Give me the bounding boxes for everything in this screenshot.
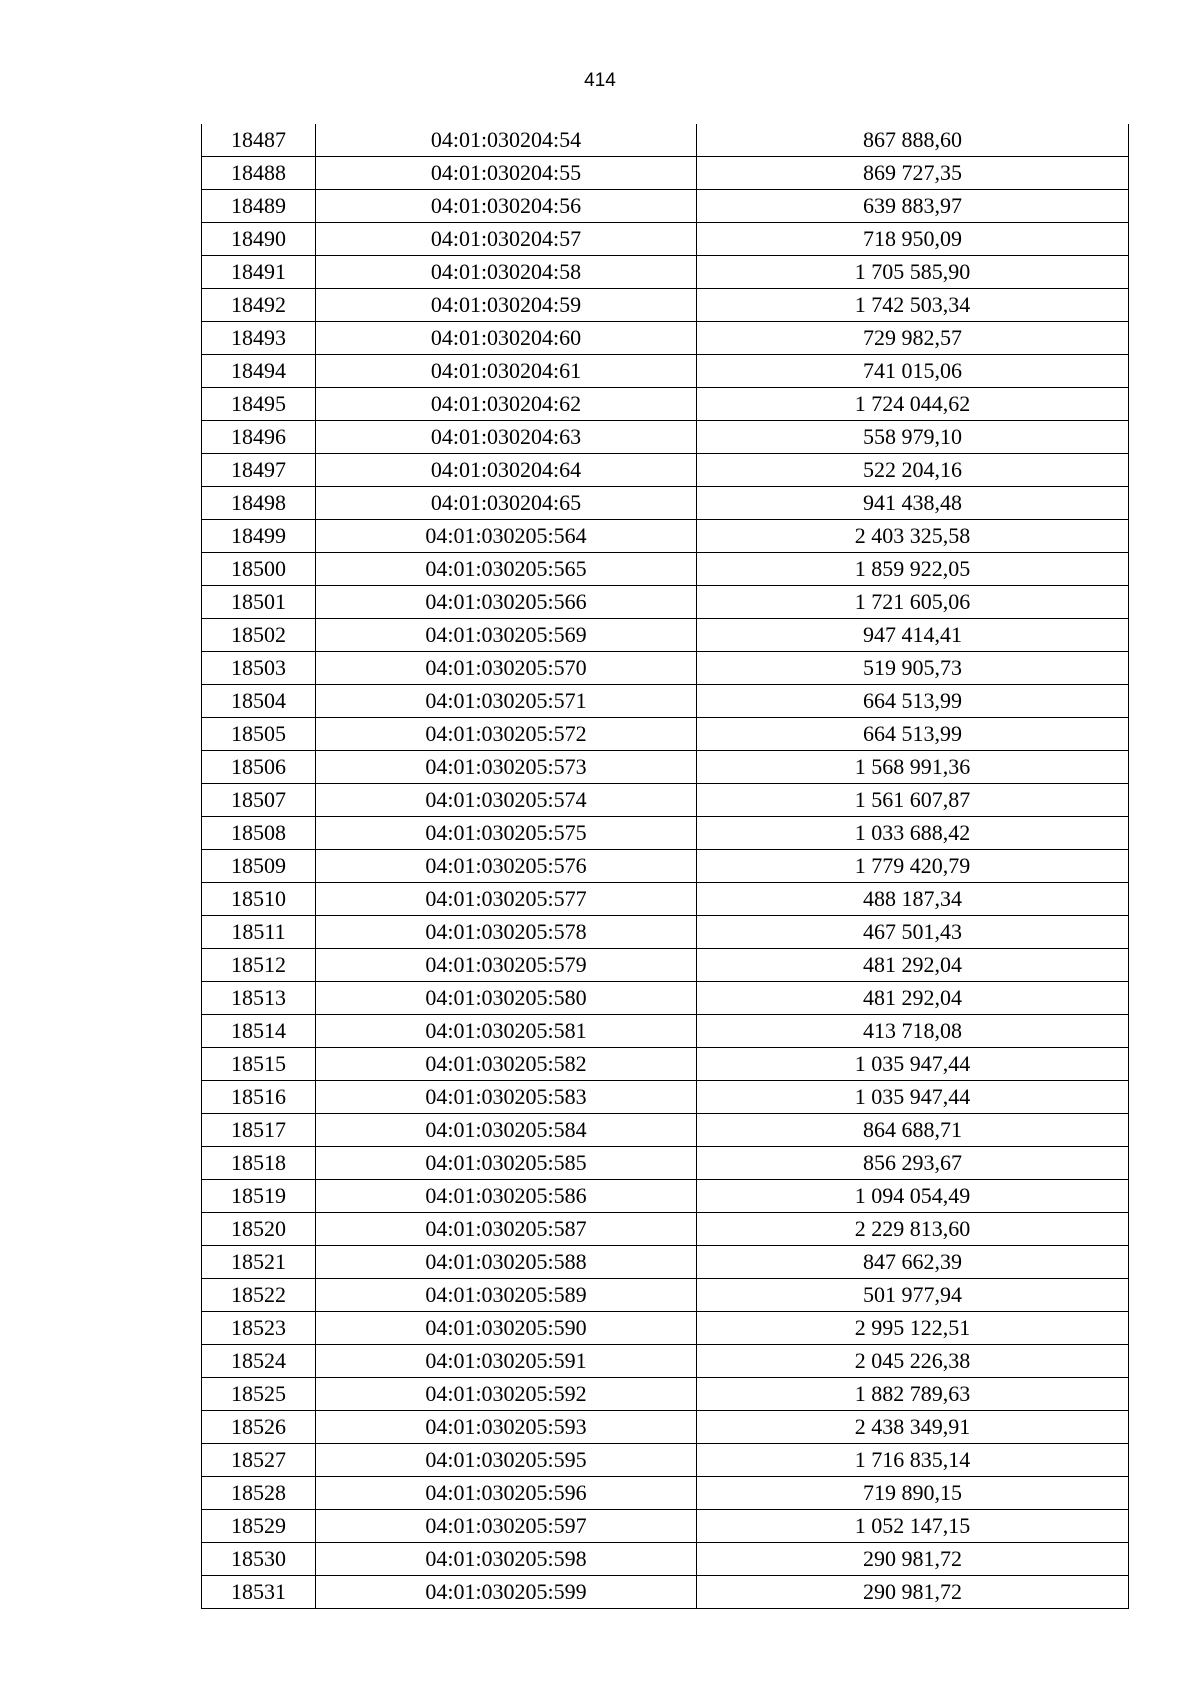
- cadastral-number-cell: 04:01:030205:575: [316, 817, 697, 850]
- cadastral-value-cell: 718 950,09: [697, 223, 1129, 256]
- table-row: [202, 421, 1129, 454]
- cadastral-number-cell: 04:01:030205:564: [316, 520, 697, 553]
- row-number-cell: 18526: [202, 1411, 316, 1444]
- row-number-cell: 18516: [202, 1081, 316, 1114]
- cadastral-number-cell: 04:01:030204:65: [316, 487, 697, 520]
- cadastral-value-cell: 1 724 044,62: [697, 388, 1129, 421]
- cadastral-value-cell: 488 187,34: [697, 883, 1129, 916]
- row-number-cell: 18495: [202, 388, 316, 421]
- row-number-cell: 18501: [202, 586, 316, 619]
- row-number-cell: 18496: [202, 421, 316, 454]
- row-number-cell: 18511: [202, 916, 316, 949]
- table-row: [202, 1411, 1129, 1444]
- cadastral-number-cell: 04:01:030205:572: [316, 718, 697, 751]
- table-row: [202, 454, 1129, 487]
- cadastral-number-cell: 04:01:030205:597: [316, 1510, 697, 1543]
- cadastral-value-cell: 2 045 226,38: [697, 1345, 1129, 1378]
- cadastral-number-cell: 04:01:030204:54: [316, 124, 697, 157]
- table-row: [202, 1213, 1129, 1246]
- cadastral-value-cell: 1 568 991,36: [697, 751, 1129, 784]
- row-number-cell: 18492: [202, 289, 316, 322]
- table-row: [202, 1015, 1129, 1048]
- cadastral-number-cell: 04:01:030205:584: [316, 1114, 697, 1147]
- cadastral-value-cell: 2 995 122,51: [697, 1312, 1129, 1345]
- cadastral-value-cell: 481 292,04: [697, 949, 1129, 982]
- cadastral-number-cell: 04:01:030205:591: [316, 1345, 697, 1378]
- row-number-cell: 18519: [202, 1180, 316, 1213]
- row-number-cell: 18508: [202, 817, 316, 850]
- table-row: [202, 784, 1129, 817]
- cadastral-number-cell: 04:01:030205:581: [316, 1015, 697, 1048]
- row-number-cell: 18513: [202, 982, 316, 1015]
- cadastral-value-cell: 2 403 325,58: [697, 520, 1129, 553]
- cadastral-number-cell: 04:01:030204:57: [316, 223, 697, 256]
- cadastral-number-cell: 04:01:030204:56: [316, 190, 697, 223]
- cadastral-number-cell: 04:01:030205:593: [316, 1411, 697, 1444]
- table-row: [202, 883, 1129, 916]
- row-number-cell: 18530: [202, 1543, 316, 1576]
- cadastral-value-cell: 1 859 922,05: [697, 553, 1129, 586]
- row-number-cell: 18504: [202, 685, 316, 718]
- cadastral-value-cell: 1 779 420,79: [697, 850, 1129, 883]
- table-row: [202, 1312, 1129, 1345]
- table-row: [202, 1180, 1129, 1213]
- cadastral-value-cell: 467 501,43: [697, 916, 1129, 949]
- cadastral-value-cell: 519 905,73: [697, 652, 1129, 685]
- cadastral-value-cell: 639 883,97: [697, 190, 1129, 223]
- cadastral-number-cell: 04:01:030205:569: [316, 619, 697, 652]
- cadastral-value-cell: 729 982,57: [697, 322, 1129, 355]
- cadastral-value-cell: 664 513,99: [697, 685, 1129, 718]
- table-row: [202, 982, 1129, 1015]
- cadastral-number-cell: 04:01:030205:592: [316, 1378, 697, 1411]
- cadastral-number-cell: 04:01:030205:589: [316, 1279, 697, 1312]
- cadastral-value-cell: 2 438 349,91: [697, 1411, 1129, 1444]
- cadastral-value-cell: 1 721 605,06: [697, 586, 1129, 619]
- cadastral-value-cell: 1 035 947,44: [697, 1048, 1129, 1081]
- table-row: [202, 949, 1129, 982]
- table-row: [202, 1543, 1129, 1576]
- table-row: [202, 322, 1129, 355]
- table-row: [202, 289, 1129, 322]
- table-row: [202, 1510, 1129, 1543]
- table-row: [202, 355, 1129, 388]
- cadastral-value-cell: 290 981,72: [697, 1576, 1129, 1609]
- table-row: [202, 1345, 1129, 1378]
- table-row: [202, 1048, 1129, 1081]
- table-row: [202, 718, 1129, 751]
- row-number-cell: 18510: [202, 883, 316, 916]
- table-row: [202, 124, 1129, 157]
- table-row: [202, 157, 1129, 190]
- cadastral-number-cell: 04:01:030205:595: [316, 1444, 697, 1477]
- table-row: [202, 586, 1129, 619]
- row-number-cell: 18507: [202, 784, 316, 817]
- row-number-cell: 18527: [202, 1444, 316, 1477]
- cadastral-value-cell: 2 229 813,60: [697, 1213, 1129, 1246]
- cadastral-value-cell: 501 977,94: [697, 1279, 1129, 1312]
- row-number-cell: 18494: [202, 355, 316, 388]
- cadastral-value-cell: 664 513,99: [697, 718, 1129, 751]
- table-row: [202, 1279, 1129, 1312]
- cadastral-value-cell: 1 052 147,15: [697, 1510, 1129, 1543]
- row-number-cell: 18525: [202, 1378, 316, 1411]
- cadastral-value-table: [201, 124, 1129, 1609]
- row-number-cell: 18488: [202, 157, 316, 190]
- row-number-cell: 18512: [202, 949, 316, 982]
- row-number-cell: 18491: [202, 256, 316, 289]
- cadastral-value-cell: 1 882 789,63: [697, 1378, 1129, 1411]
- row-number-cell: 18502: [202, 619, 316, 652]
- row-number-cell: 18522: [202, 1279, 316, 1312]
- cadastral-number-cell: 04:01:030205:587: [316, 1213, 697, 1246]
- cadastral-value-cell: 290 981,72: [697, 1543, 1129, 1576]
- cadastral-value-cell: 847 662,39: [697, 1246, 1129, 1279]
- cadastral-value-cell: 741 015,06: [697, 355, 1129, 388]
- cadastral-value-cell: 481 292,04: [697, 982, 1129, 1015]
- row-number-cell: 18503: [202, 652, 316, 685]
- page-number: 414: [584, 70, 616, 91]
- cadastral-number-cell: 04:01:030205:588: [316, 1246, 697, 1279]
- cadastral-number-cell: 04:01:030205:577: [316, 883, 697, 916]
- row-number-cell: 18490: [202, 223, 316, 256]
- cadastral-number-cell: 04:01:030204:58: [316, 256, 697, 289]
- cadastral-number-cell: 04:01:030205:598: [316, 1543, 697, 1576]
- cadastral-number-cell: 04:01:030205:579: [316, 949, 697, 982]
- row-number-cell: 18499: [202, 520, 316, 553]
- row-number-cell: 18493: [202, 322, 316, 355]
- cadastral-number-cell: 04:01:030204:63: [316, 421, 697, 454]
- cadastral-number-cell: 04:01:030205:578: [316, 916, 697, 949]
- row-number-cell: 18498: [202, 487, 316, 520]
- table-row: [202, 1576, 1129, 1609]
- cadastral-number-cell: 04:01:030204:62: [316, 388, 697, 421]
- table-row: [202, 619, 1129, 652]
- table-row: [202, 916, 1129, 949]
- cadastral-value-cell: 558 979,10: [697, 421, 1129, 454]
- row-number-cell: 18517: [202, 1114, 316, 1147]
- table-row: [202, 1477, 1129, 1510]
- cadastral-number-cell: 04:01:030205:586: [316, 1180, 697, 1213]
- row-number-cell: 18528: [202, 1477, 316, 1510]
- cadastral-value-cell: 1 561 607,87: [697, 784, 1129, 817]
- cadastral-number-cell: 04:01:030205:583: [316, 1081, 697, 1114]
- table-row: [202, 751, 1129, 784]
- cadastral-value-cell: 869 727,35: [697, 157, 1129, 190]
- cadastral-value-cell: 1 035 947,44: [697, 1081, 1129, 1114]
- cadastral-value-cell: 1 094 054,49: [697, 1180, 1129, 1213]
- table-row: [202, 1147, 1129, 1180]
- row-number-cell: 18523: [202, 1312, 316, 1345]
- row-number-cell: 18521: [202, 1246, 316, 1279]
- cadastral-number-cell: 04:01:030204:60: [316, 322, 697, 355]
- row-number-cell: 18487: [202, 124, 316, 157]
- table-row: [202, 1081, 1129, 1114]
- cadastral-number-cell: 04:01:030205:596: [316, 1477, 697, 1510]
- cadastral-value-cell: 947 414,41: [697, 619, 1129, 652]
- cadastral-value-cell: 719 890,15: [697, 1477, 1129, 1510]
- cadastral-number-cell: 04:01:030205:566: [316, 586, 697, 619]
- table-row: [202, 652, 1129, 685]
- cadastral-number-cell: 04:01:030204:64: [316, 454, 697, 487]
- row-number-cell: 18531: [202, 1576, 316, 1609]
- row-number-cell: 18515: [202, 1048, 316, 1081]
- table-row: [202, 520, 1129, 553]
- row-number-cell: 18500: [202, 553, 316, 586]
- row-number-cell: 18514: [202, 1015, 316, 1048]
- table-row: [202, 1114, 1129, 1147]
- table-row: [202, 1246, 1129, 1279]
- row-number-cell: 18497: [202, 454, 316, 487]
- table-row: [202, 817, 1129, 850]
- cadastral-number-cell: 04:01:030205:580: [316, 982, 697, 1015]
- cadastral-value-cell: 522 204,16: [697, 454, 1129, 487]
- cadastral-value-cell: 1 716 835,14: [697, 1444, 1129, 1477]
- row-number-cell: 18505: [202, 718, 316, 751]
- cadastral-value-cell: 867 888,60: [697, 124, 1129, 157]
- cadastral-number-cell: 04:01:030204:55: [316, 157, 697, 190]
- row-number-cell: 18520: [202, 1213, 316, 1246]
- table-body: [202, 124, 1129, 1609]
- cadastral-value-cell: 864 688,71: [697, 1114, 1129, 1147]
- cadastral-number-cell: 04:01:030205:585: [316, 1147, 697, 1180]
- cadastral-number-cell: 04:01:030205:570: [316, 652, 697, 685]
- cadastral-number-cell: 04:01:030205:590: [316, 1312, 697, 1345]
- table-row: [202, 190, 1129, 223]
- cadastral-number-cell: 04:01:030205:574: [316, 784, 697, 817]
- row-number-cell: 18518: [202, 1147, 316, 1180]
- row-number-cell: 18509: [202, 850, 316, 883]
- cadastral-value-cell: 413 718,08: [697, 1015, 1129, 1048]
- cadastral-number-cell: 04:01:030205:582: [316, 1048, 697, 1081]
- cadastral-value-cell: 1 742 503,34: [697, 289, 1129, 322]
- cadastral-number-cell: 04:01:030205:571: [316, 685, 697, 718]
- cadastral-value-cell: 856 293,67: [697, 1147, 1129, 1180]
- cadastral-number-cell: 04:01:030205:576: [316, 850, 697, 883]
- cadastral-number-cell: 04:01:030204:59: [316, 289, 697, 322]
- row-number-cell: 18524: [202, 1345, 316, 1378]
- table-row: [202, 388, 1129, 421]
- table-row: [202, 850, 1129, 883]
- row-number-cell: 18506: [202, 751, 316, 784]
- table-row: [202, 1378, 1129, 1411]
- row-number-cell: 18489: [202, 190, 316, 223]
- table-row: [202, 223, 1129, 256]
- cadastral-number-cell: 04:01:030205:573: [316, 751, 697, 784]
- cadastral-number-cell: 04:01:030204:61: [316, 355, 697, 388]
- cadastral-number-cell: 04:01:030205:599: [316, 1576, 697, 1609]
- table-row: [202, 553, 1129, 586]
- cadastral-value-cell: 1 033 688,42: [697, 817, 1129, 850]
- cadastral-value-cell: 941 438,48: [697, 487, 1129, 520]
- table-row: [202, 685, 1129, 718]
- table-row: [202, 256, 1129, 289]
- table-row: [202, 487, 1129, 520]
- table-row: [202, 1444, 1129, 1477]
- row-number-cell: 18529: [202, 1510, 316, 1543]
- cadastral-number-cell: 04:01:030205:565: [316, 553, 697, 586]
- cadastral-value-cell: 1 705 585,90: [697, 256, 1129, 289]
